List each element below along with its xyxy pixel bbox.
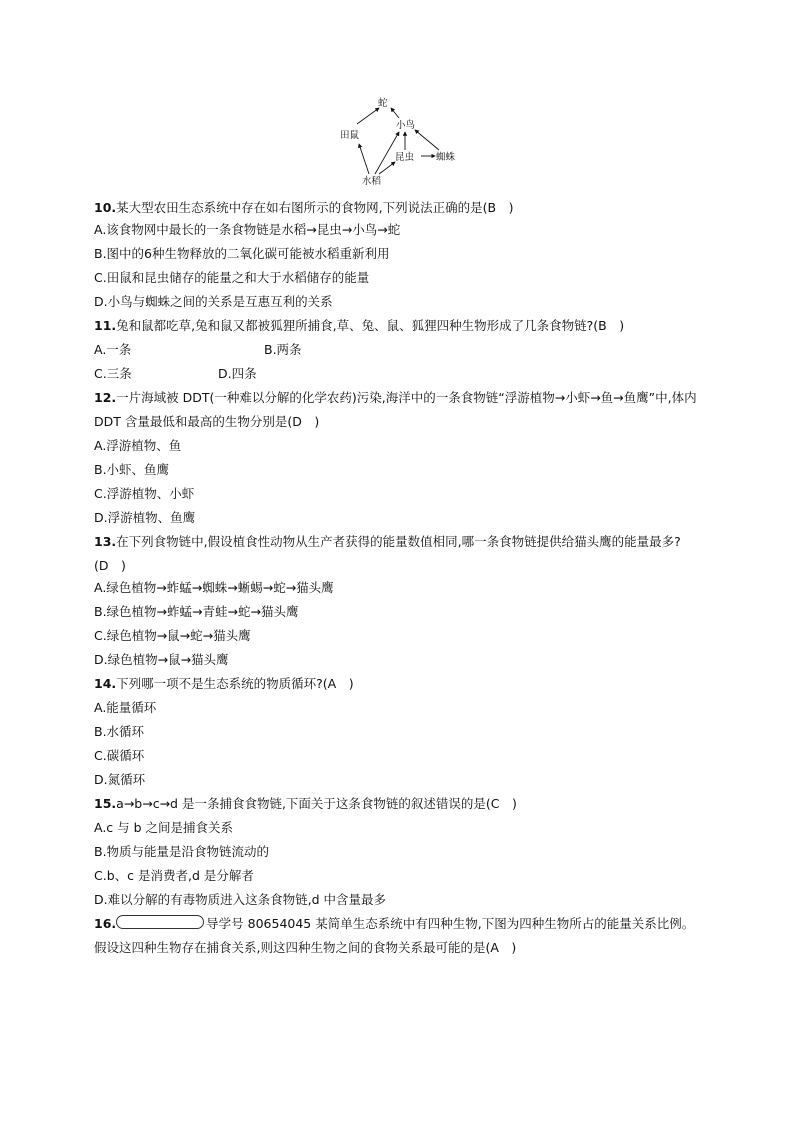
question-number: 15. — [94, 796, 117, 811]
option-13-d: D.绿色植物→鼠→猫头鹰 — [94, 652, 229, 667]
option-11-a: A.一条 — [94, 342, 132, 357]
option-12-a: A.浮游植物、鱼 — [94, 438, 182, 453]
option-14-a: A.能量循环 — [94, 700, 157, 715]
option-14-c: C.碳循环 — [94, 748, 145, 763]
arrow-spider-to-bird — [415, 130, 439, 150]
question-10 — [94, 196, 706, 220]
option-14-b: B.水循环 — [94, 724, 145, 739]
option-12-c: C.浮游植物、小虾 — [94, 486, 195, 501]
guide-badge — [116, 915, 204, 929]
question-text: 一片海域被 DDT(一种难以分解的化学农药)污染,海洋中的一条食物链“浮游植物→小虾→鱼→鱼鹰”中,体内 DDT 含量最低和最高的生物分别是(D ) — [94, 390, 697, 429]
label-rice: 水稻 — [362, 176, 382, 187]
option-13-c: C.绿色植物→鼠→蛇→猫头鹰 — [94, 628, 251, 643]
question-16 — [94, 912, 706, 960]
option-11-b: B.两条 — [264, 342, 302, 357]
option-13-b: B.绿色植物→蚱蜢→青蛙→蛇→猫头鹰 — [94, 604, 299, 619]
label-insect: 昆虫 — [395, 152, 415, 163]
question-text: a→b→c→d 是一条捕食食物链,下面关于这条食物链的叙述错误的是(C ) — [116, 796, 517, 811]
option-11-c: C.三条 — [94, 366, 132, 381]
option-15-b: B.物质与能量是沿食物链流动的 — [94, 844, 270, 859]
question-text: 下列哪一项不是生态系统的物质循环?(A ) — [116, 676, 354, 691]
option-15-c: C.b、c 是消费者,d 是分解者 — [94, 868, 254, 883]
label-bird: 小鸟 — [396, 120, 416, 131]
label-spider: 蜘蛛 — [436, 152, 456, 163]
option-12-b: B.小虾、鱼鹰 — [94, 462, 170, 477]
question-number: 16. — [94, 916, 117, 931]
option-13-a: A.绿色植物→蚱蜢→蜘蛛→蜥蜴→蛇→猫头鹰 — [94, 580, 334, 595]
option-10-a: A.该食物网中最长的一条食物链是水稻→昆虫→小鸟→蛇 — [94, 222, 401, 237]
option-10-c: C.田鼠和昆虫储存的能量之和大于水稻储存的能量 — [94, 270, 370, 285]
option-15-a: A.c 与 b 之间是捕食关系 — [94, 820, 234, 835]
question-11 — [94, 314, 706, 338]
label-snake: 蛇 — [378, 98, 388, 109]
option-12-d: D.浮游植物、鱼鹰 — [94, 510, 196, 525]
option-15-d: D.难以分解的有毒物质进入这条食物链,d 中含量最多 — [94, 892, 386, 907]
question-15 — [94, 792, 706, 816]
question-number: 10. — [94, 200, 117, 215]
arrow-rice-to-insect — [379, 162, 395, 174]
question-text: 在下列食物链中,假设植食性动物从生产者获得的能量数值相同,哪一条食物链提供给猫头鹰的能量最多?(D ) — [94, 534, 681, 573]
food-web-diagram — [335, 96, 465, 188]
option-10-b: B.图中的6种生物释放的二氧化碳可能被水稻重新利用 — [94, 246, 390, 261]
question-13 — [94, 530, 706, 578]
question-text: 兔和鼠都吃草,兔和鼠又都被狐狸所捕食,草、兔、鼠、狐狸四种生物形成了几条食物链?(B ) — [116, 318, 625, 333]
option-10-d: D.小鸟与蜘蛛之间的关系是互惠互利的关系 — [94, 294, 333, 309]
label-field-mouse: 田鼠 — [340, 130, 360, 141]
question-text: 导学号 80654045 某简单生态系统中有四种生物,下图为四种生物所占的能量关系比例。假设这四种生物存在捕食关系,则这四种生物之间的食物关系最可能的是(A ) — [94, 916, 695, 955]
question-number: 14. — [94, 676, 117, 691]
question-number: 13. — [94, 534, 117, 549]
option-11-d: D.四条 — [218, 366, 257, 381]
question-number: 11. — [94, 318, 117, 333]
question-12 — [94, 386, 706, 434]
question-text: 某大型农田生态系统中存在如右图所示的食物网,下列说法正确的是(B ) — [116, 200, 514, 215]
question-14 — [94, 672, 706, 696]
arrow-mouse-to-snake — [357, 108, 379, 124]
option-14-d: D.氮循环 — [94, 772, 146, 787]
arrow-rice-to-mouse — [359, 144, 369, 174]
arrow-bird-to-snake — [391, 108, 399, 118]
question-number: 12. — [94, 390, 117, 405]
